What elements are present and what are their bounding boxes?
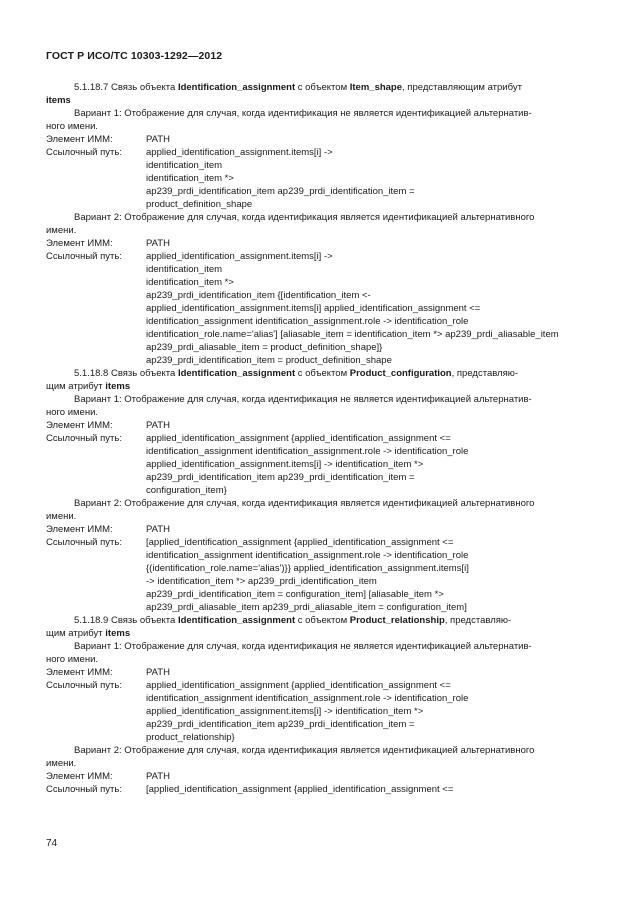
path-line: ap239_prdi_aliasable_item ap239_prdi_aliasable_item = configuration_item] (146, 602, 467, 613)
section-heading-cont: items (46, 95, 71, 106)
path-line: identification_item *> (146, 277, 234, 288)
section-5-1-18-7 (46, 81, 586, 367)
section-5-1-18-9 (46, 614, 586, 796)
variant-title-cont: ного имени. (46, 654, 99, 665)
path-line: -> identification_item *> ap239_prdi_identification_item (146, 576, 377, 587)
variant-title-cont: имени. (46, 511, 77, 522)
variant-title: Вариант 2: Отображение для случая, когда идентификация является идентификацией альтернативного (74, 745, 535, 756)
path-line: identification_assignment identification_assignment.role -> identification_role (146, 446, 469, 457)
section-heading: 5.1.18.9 Связь объекта Identification_assignment с объектом Product_relationship, представляю- (74, 615, 512, 626)
path-row: Ссылочный путь: applied_identification_assignment {applied_identification_assignment <= (46, 433, 451, 444)
section-heading-cont: щим атрибут items (46, 381, 131, 392)
path-row: Ссылочный путь: applied_identification_assignment {applied_identification_assignment <= (46, 680, 451, 691)
path-line: applied_identification_assignment.items[i] -> identification_item *> (146, 459, 424, 470)
path-line: identification_item (146, 160, 223, 171)
section-heading: 5.1.18.8 Связь объекта Identification_assignment с объектом Product_configuration, представляю- (74, 368, 519, 379)
variant-title: Вариант 2: Отображение для случая, когда идентификация является идентификацией альтернативного (74, 212, 535, 223)
path-row: Ссылочный путь: [applied_identification_assignment {applied_identification_assignment <= (46, 537, 454, 548)
path-line: identification_role.name='alias'] [aliasable_item = identification_item *> ap239_prdi_aliasable_item (146, 329, 559, 340)
path-line: ap239_prdi_identification_item ap239_prdi_identification_item = (146, 186, 415, 197)
path-line: identification_assignment identification_assignment.role -> identification_role (146, 316, 469, 327)
path-line: {(identification_role.name='alias')}} applied_identification_assignment.items[i] (146, 563, 469, 574)
section-5-1-18-8 (46, 367, 586, 614)
path-row: Ссылочный путь: applied_identification_assignment.items[i] -> (46, 147, 333, 158)
variant-title: Вариант 1: Отображение для случая, когда идентификация не является идентификацией альтернатив- (74, 641, 532, 652)
path-line: ap239_prdi_identification_item ap239_prdi_identification_item = (146, 719, 415, 730)
path-line: ap239_prdi_identification_item = product_definition_shape (146, 355, 392, 366)
path-line: product_definition_shape (146, 199, 253, 210)
imm-row: Элемент ИММ: PATH (46, 134, 170, 145)
path-line: ap239_prdi_identification_item {[identification_item <- (146, 290, 371, 301)
path-line: applied_identification_assignment.items[i] applied_identification_assignment <= (146, 303, 481, 314)
path-line: product_relationship} (146, 732, 235, 743)
section-heading: 5.1.18.7 Связь объекта Identification_assignment с объектом Item_shape, представляющим атрибут (74, 82, 522, 93)
document-body (46, 81, 586, 796)
variant-title: Вариант 1: Отображение для случая, когда идентификация не является идентификацией альтернатив- (74, 108, 532, 119)
path-line: ap239_prdi_aliasable_item = product_definition_shape]} (146, 342, 383, 353)
imm-row: Элемент ИММ: PATH (46, 667, 170, 678)
path-row: Ссылочный путь: [applied_identification_assignment {applied_identification_assignment <= (46, 784, 454, 795)
imm-row: Элемент ИММ: PATH (46, 238, 170, 249)
variant-title-cont: имени. (46, 225, 77, 236)
path-line: identification_assignment identification_assignment.role -> identification_role (146, 550, 469, 561)
imm-row: Элемент ИММ: PATH (46, 771, 170, 782)
page-number: 74 (46, 838, 58, 849)
variant-title: Вариант 1: Отображение для случая, когда идентификация не является идентификацией альтернатив- (74, 394, 532, 405)
path-row: Ссылочный путь: applied_identification_assignment.items[i] -> (46, 251, 333, 262)
document-header: ГОСТ Р ИСО/ТС 10303-1292—2012 (46, 50, 223, 62)
path-line: identification_item (146, 264, 223, 275)
path-line: ap239_prdi_identification_item = configuration_item] [aliasable_item *> (146, 589, 444, 600)
path-line: identification_item *> (146, 173, 234, 184)
variant-title: Вариант 2: Отображение для случая, когда идентификация является идентификацией альтернативного (74, 498, 535, 509)
path-line: identification_assignment identification_assignment.role -> identification_role (146, 693, 469, 704)
imm-row: Элемент ИММ: PATH (46, 524, 170, 535)
path-line: ap239_prdi_identification_item ap239_prdi_identification_item = (146, 472, 415, 483)
path-line: applied_identification_assignment.items[i] -> identification_item *> (146, 706, 424, 717)
section-heading-cont: щим атрибут items (46, 628, 131, 639)
path-line: configuration_item} (146, 485, 227, 496)
variant-title-cont: ного имени. (46, 121, 99, 132)
imm-row: Элемент ИММ: PATH (46, 420, 170, 431)
variant-title-cont: имени. (46, 758, 77, 769)
variant-title-cont: ного имени. (46, 407, 99, 418)
